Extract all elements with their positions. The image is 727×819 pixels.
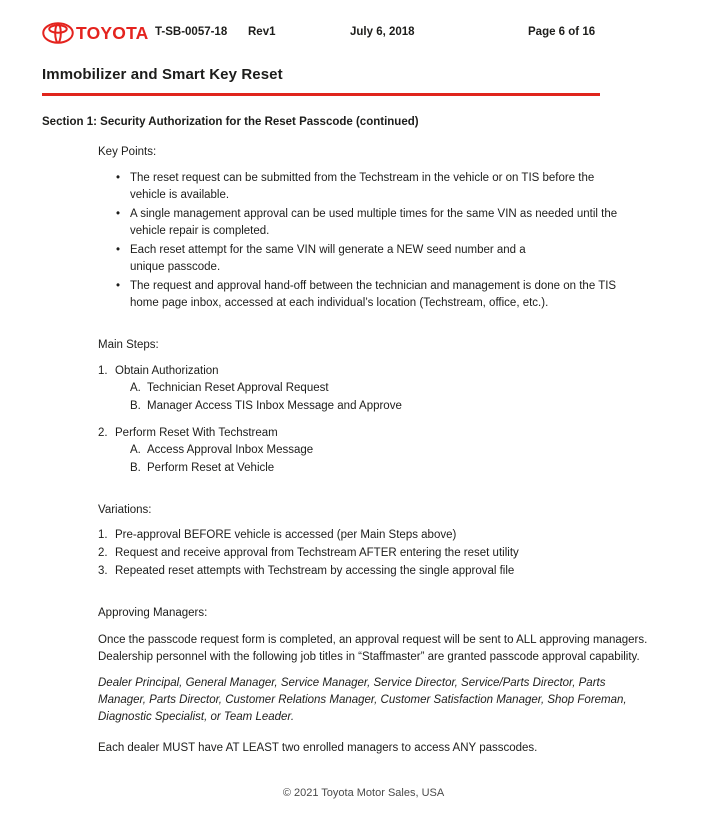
main-steps-list [98, 363, 664, 477]
list-item-text: Obtain Authorization [115, 365, 219, 377]
toyota-logo-text: TOYOTA [76, 23, 149, 43]
revision-label: Rev1 [248, 26, 276, 38]
variations-list [98, 527, 664, 580]
list-item-text: Each reset attempt for the same VIN will generate a NEW seed number and a unique passcode. [130, 244, 526, 273]
document-body [98, 144, 664, 757]
key-points-list [98, 170, 664, 312]
list-letter: A. [130, 382, 141, 394]
list-item [130, 460, 664, 477]
list-item [130, 398, 664, 415]
list-item [98, 563, 664, 580]
list-item [98, 545, 664, 562]
approving-managers-label: Approving Managers: [98, 607, 208, 619]
bullet-icon: • [116, 172, 121, 184]
list-item [98, 527, 664, 544]
list-number: 3. [98, 565, 108, 577]
document-page [0, 22, 727, 819]
list-item [98, 170, 630, 204]
list-item [130, 442, 664, 459]
list-number: 1. [98, 365, 108, 377]
bullet-icon: • [116, 208, 121, 220]
sub-steps-list [115, 442, 664, 477]
list-item-text: Manager Access TIS Inbox Message and Approve [147, 400, 402, 412]
copyright-footer: © 2021 Toyota Motor Sales, USA [282, 787, 445, 799]
list-item [98, 363, 664, 415]
page-indicator: Page 6 of 16 [528, 26, 596, 38]
list-number: 2. [98, 427, 108, 439]
manager-requirement: Each dealer MUST have AT LEAST two enrolled managers to access ANY passcodes. [98, 742, 538, 754]
list-letter: B. [130, 462, 141, 474]
list-item-text: Technician Reset Approval Request [147, 382, 329, 394]
list-item-text: A single management approval can be used multiple times for the same VIN as needed until the vehicle repair is completed. [130, 208, 618, 237]
toyota-logo [42, 22, 149, 44]
list-item [130, 380, 664, 397]
list-number: 1. [98, 529, 108, 541]
list-item-text: Request and receive approval from Techstream AFTER entering the reset utility [115, 547, 519, 559]
main-steps-label: Main Steps: [98, 339, 159, 351]
list-item [98, 425, 664, 477]
approving-managers-intro: Once the passcode request form is completed, an approval request will be sent to ALL approving managers. Dealership personnel with the following job titles in “Staffmaster” are granted passcode approval capability. [98, 634, 648, 663]
list-item-text: Pre-approval BEFORE vehicle is accessed (per Main Steps above) [115, 529, 457, 541]
bullet-icon: • [116, 244, 121, 256]
list-item [98, 242, 550, 276]
list-letter: A. [130, 444, 141, 456]
list-letter: B. [130, 400, 141, 412]
list-item-text: Perform Reset With Techstream [115, 427, 278, 439]
approving-managers-job-titles: Dealer Principal, General Manager, Service Manager, Service Director, Service/Parts Director, Parts Manager, Parts Director, Customer Relations Manager, Customer Satisfaction Manager, Shop Foreman, Diagnostic Specialist, or Team Leader. [98, 677, 627, 723]
list-item-text: Repeated reset attempts with Techstream by accessing the single approval file [115, 565, 515, 577]
bulletin-number: T-SB-0057-18 [155, 26, 228, 38]
key-points-label: Key Points: [98, 146, 157, 158]
bulletin-date: July 6, 2018 [350, 26, 415, 38]
list-number: 2. [98, 547, 108, 559]
list-item-text: Access Approval Inbox Message [147, 444, 314, 456]
sub-steps-list [115, 380, 664, 415]
list-item [98, 278, 630, 312]
list-item-text: Perform Reset at Vehicle [147, 462, 275, 474]
list-item-text: The reset request can be submitted from the Techstream in the vehicle or on TIS before the vehicle is available. [130, 172, 595, 201]
document-title: Immobilizer and Smart Key Reset [42, 66, 283, 83]
title-divider [42, 93, 600, 96]
variations-label: Variations: [98, 504, 152, 516]
document-header [0, 22, 727, 46]
list-item-text: The request and approval hand-off between the technician and management is done on the TIS home page inbox, accessed at each individual’s location (Techstream, office, etc.). [130, 280, 617, 309]
bullet-icon: • [116, 280, 121, 292]
toyota-emblem-icon [42, 22, 74, 44]
section-heading: Section 1: Security Authorization for the Reset Passcode (continued) [42, 116, 419, 128]
list-item [98, 206, 630, 240]
